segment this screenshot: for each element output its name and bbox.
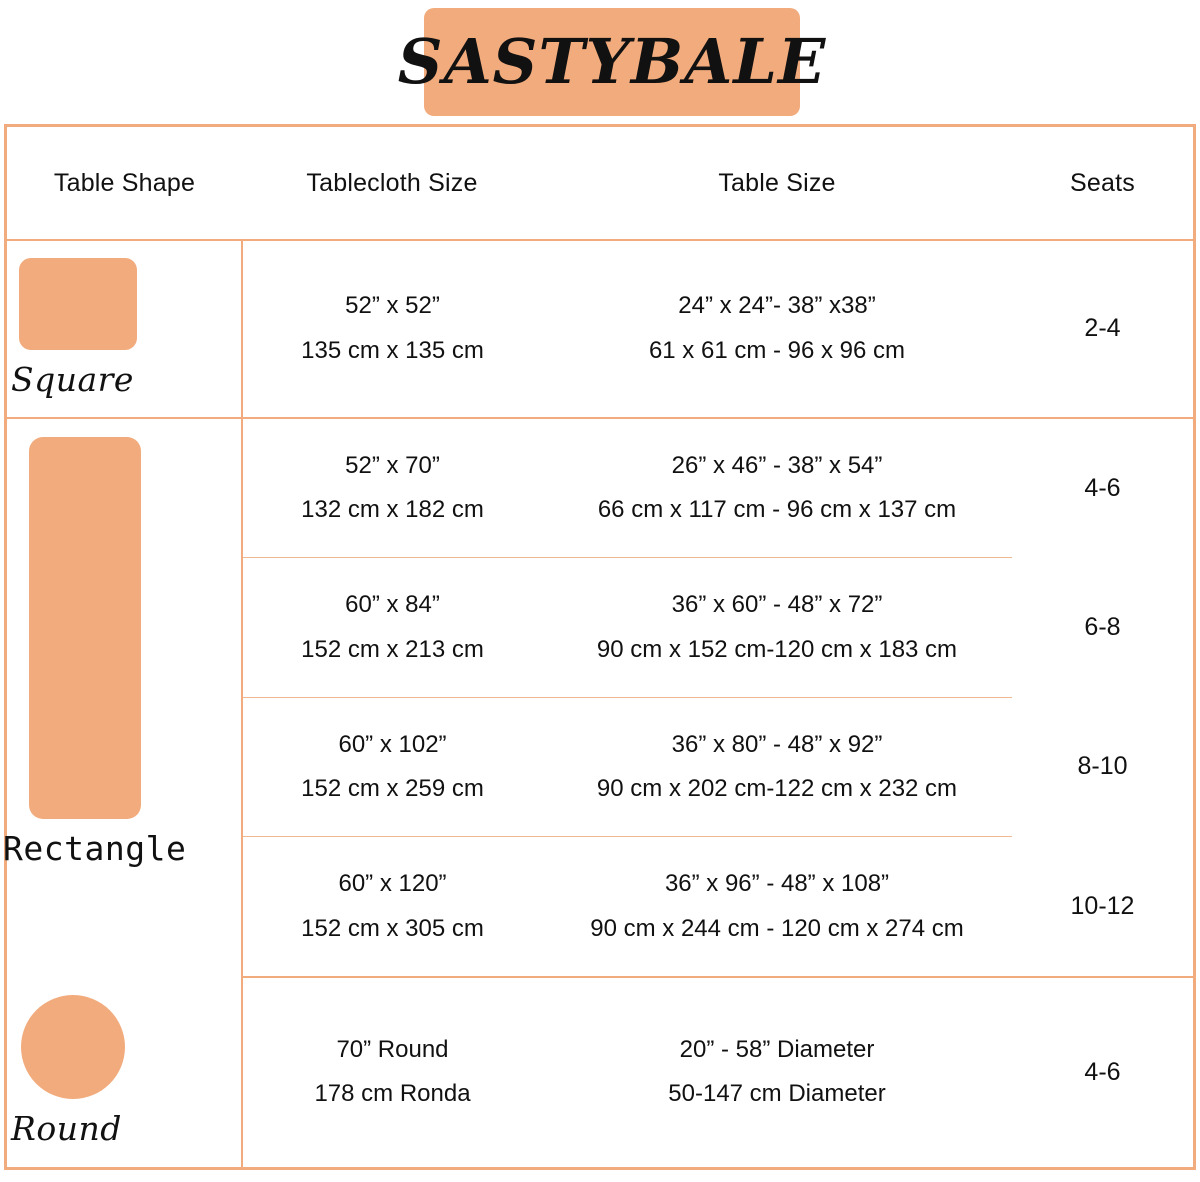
table-size-inches: 36” x 60” - 48” x 72” [671,591,883,619]
cell-seats: 2-4 [1012,240,1193,418]
cell-tablecloth-size [242,240,542,418]
cloth-size-inches: 60” x 102” [338,730,447,758]
table-size-cm: 90 cm x 244 cm - 120 cm x 274 cm [590,914,964,942]
shape-cell-square [7,240,242,418]
cell-tablecloth-size [242,558,542,697]
cell-seats: 10-12 [1012,837,1193,977]
cell-seats: 4-6 [1084,1057,1121,1086]
cell-tablecloth-size [242,697,542,836]
table-size-inches: 24” x 24”- 38” x38” [678,292,876,320]
cell-table-size [542,418,1012,558]
shape-label-rectangle: Rectangle [3,828,187,868]
cell-seats: 6-8 [1084,613,1121,642]
cloth-size-inches: 52” x 70” [345,451,440,479]
table-body [3,240,1193,1167]
cloth-size-cm: 152 cm x 259 cm [301,774,484,802]
header-tablecloth-size: Tablecloth Size [242,127,542,240]
table-size-cm: 66 cm x 117 cm - 96 cm x 137 cm [597,496,957,524]
cell-table-size [542,977,1012,1167]
cell-table-size [542,240,1012,418]
header-table-size: Table Size [542,127,1012,240]
shape-cell-rectangle [3,418,242,977]
table-size-cm: 90 cm x 202 cm-122 cm x 232 cm [596,774,958,802]
table-row [7,977,1193,1167]
cloth-size-inches: 52” x 52” [345,292,440,320]
cell-seats: 8-10 [1077,752,1128,781]
circle-shape-icon [21,995,125,1099]
table-size-inches: 20” - 58” Diameter [679,1036,875,1064]
cloth-size-cm: 178 cm Ronda [314,1080,471,1108]
cloth-size-cm: 152 cm x 305 cm [301,914,484,942]
table-row [7,240,1193,418]
table-header [7,127,1193,240]
cell-table-size [542,558,1012,697]
table-size-cm: 90 cm x 152 cm-120 cm x 183 cm [596,635,958,663]
cloth-size-inches: 60” x 120” [338,870,447,898]
header-row [7,127,1193,240]
table-size-inches: 26” x 46” - 38” x 54” [671,451,883,479]
cloth-size-cm: 152 cm x 213 cm [301,635,484,663]
header-table-shape: Table Shape [7,127,242,240]
cloth-size-cm: 135 cm x 135 cm [301,336,484,364]
header-seats: Seats [1012,127,1193,240]
cell-table-size [542,697,1012,836]
shape-label-square: Square [11,360,134,400]
table-row [7,418,1193,558]
table-size-inches: 36” x 80” - 48” x 92” [671,730,883,758]
cloth-size-cm: 132 cm x 182 cm [301,496,484,524]
cloth-size-inches: 70” Round [336,1036,449,1064]
size-chart-frame [4,124,1196,1170]
cell-table-size [542,837,1012,977]
table-size-cm: 50-147 cm Diameter [668,1080,886,1108]
cell-tablecloth-size [242,977,542,1167]
square-shape-icon [19,258,137,350]
cell-seats: 4-6 [1084,473,1121,502]
rectangle-shape-icon [29,437,141,819]
shape-cell-round [7,977,242,1167]
cell-tablecloth-size [242,837,542,977]
size-chart-table [3,127,1193,1167]
cloth-size-inches: 60” x 84” [345,591,440,619]
cell-tablecloth-size [242,418,542,558]
shape-label-round: Round [11,1109,122,1149]
table-size-inches: 36” x 96” - 48” x 108” [664,870,890,898]
brand-name: SASTYBALE [397,25,827,98]
table-size-cm: 61 x 61 cm - 96 x 96 cm [648,336,906,364]
brand-banner [397,8,827,116]
